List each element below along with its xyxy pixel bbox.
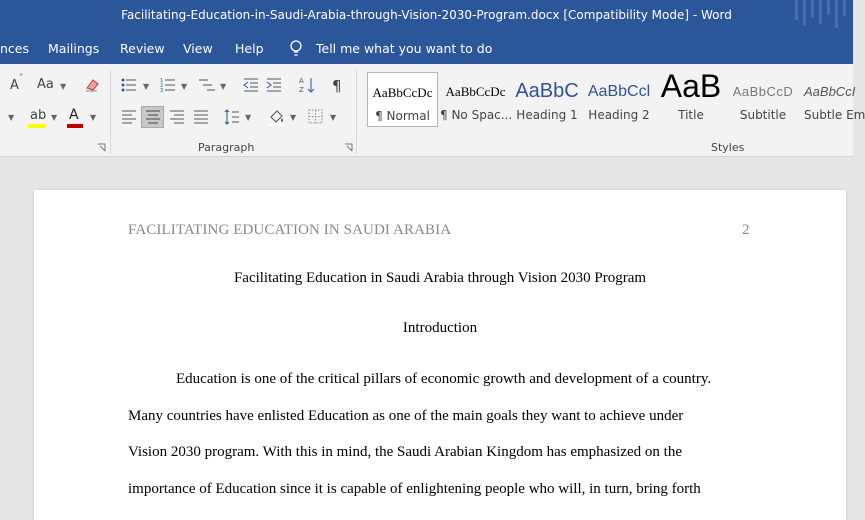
svg-text:2: 2	[160, 83, 164, 89]
decrease-indent-icon[interactable]	[243, 77, 259, 93]
font-size-caret-icon: ˇ	[19, 74, 24, 84]
section-heading: Introduction	[402, 320, 478, 336]
style-label: ¶ Normal	[375, 109, 430, 123]
style-sample: AaBbCcl	[587, 83, 651, 100]
svg-text:1: 1	[160, 78, 164, 84]
style-sample: AaBbCcDc	[372, 85, 433, 100]
align-center-button[interactable]	[141, 106, 164, 128]
svg-text:A: A	[299, 77, 304, 85]
style-subtitle[interactable]	[728, 72, 798, 127]
style-sample: AaBbCcI	[804, 84, 856, 99]
style-heading-2[interactable]	[584, 72, 654, 127]
numbering-icon[interactable]	[160, 77, 176, 93]
show-formatting-marks-icon[interactable]: ¶	[332, 77, 342, 95]
title-bar	[0, 0, 853, 32]
svg-text:3: 3	[160, 88, 164, 94]
shrink-font-icon[interactable]: A	[10, 78, 19, 93]
chevron-down-icon[interactable]: ▼	[8, 113, 15, 122]
chevron-down-icon[interactable]: ▼	[51, 113, 58, 122]
style-subtle-emphasis[interactable]	[800, 72, 865, 127]
style-label: Title	[678, 108, 704, 122]
svg-text:Z: Z	[299, 86, 304, 94]
style-heading-1[interactable]	[512, 72, 582, 127]
style-label: ¶ No Spac...	[440, 108, 513, 122]
body-text-line: Many countries have enlisted Education as one of the main goals they want to achieve under	[128, 408, 684, 424]
tab-help[interactable]: Help	[235, 41, 264, 56]
running-head: FACILITATING EDUCATION IN SAUDI ARABIA	[128, 222, 452, 238]
style-label: Heading 1	[516, 108, 578, 122]
tab-review[interactable]: Review	[120, 41, 165, 56]
page-number: 2	[742, 222, 750, 238]
style-sample: AaBbC	[515, 80, 579, 102]
highlight-icon[interactable]: ab	[30, 108, 47, 123]
borders-icon[interactable]	[308, 109, 323, 124]
align-right-icon[interactable]	[169, 110, 185, 124]
tab-references[interactable]: nces	[0, 41, 29, 56]
justify-icon[interactable]	[193, 110, 209, 124]
line-spacing-icon[interactable]	[224, 108, 240, 126]
styles-group-label: Styles	[711, 141, 745, 154]
style-sample: AaB	[660, 68, 722, 104]
body-text-line: Vision 2030 program. With this in mind, the Saudi Arabian Kingdom has emphasized on the	[128, 444, 682, 460]
group-separator	[356, 70, 357, 154]
chevron-down-icon[interactable]: ▼	[181, 82, 188, 91]
sort-icon[interactable]	[299, 76, 315, 94]
style-sample: AaBbCcDc	[445, 84, 506, 99]
ribbon	[0, 64, 865, 157]
style-label: Subtle Em	[804, 108, 865, 122]
title-bar-decoration	[783, 0, 853, 32]
style-sample: AaBbCcD	[732, 84, 794, 99]
window-title: Facilitating-Education-in-Saudi-Arabia-through-Vision-2030-Program.docx [Compatibility Mode] - Word	[121, 8, 732, 22]
increase-indent-icon[interactable]	[266, 77, 282, 93]
chevron-down-icon[interactable]: ▼	[220, 82, 227, 91]
tab-view[interactable]: View	[183, 41, 213, 56]
paragraph-dialog-launcher-icon[interactable]	[344, 143, 353, 152]
chevron-down-icon[interactable]: ▼	[245, 113, 252, 122]
lightbulb-icon	[289, 40, 303, 58]
multilevel-list-icon[interactable]	[198, 77, 216, 93]
body-text-line: importance of Education since it is capable of enlightening people who will, in turn, bring forth	[128, 481, 701, 497]
font-color-swatch	[67, 124, 83, 128]
chevron-down-icon[interactable]: ▼	[330, 113, 337, 122]
style-no-spacing[interactable]	[440, 72, 511, 127]
body-text-line: Education is one of the critical pillars of economic growth and development of a country.	[176, 371, 712, 387]
document-title: Facilitating Education in Saudi Arabia through Vision 2030 Program	[233, 270, 647, 286]
chevron-down-icon[interactable]: ▼	[290, 113, 297, 122]
clear-formatting-icon[interactable]	[84, 77, 100, 93]
shading-icon[interactable]	[268, 108, 286, 126]
font-color-icon[interactable]: A	[69, 107, 79, 123]
style-label: Subtitle	[739, 108, 787, 122]
group-separator	[110, 70, 111, 154]
chevron-down-icon[interactable]: ▼	[90, 113, 97, 122]
style-normal[interactable]	[367, 72, 438, 127]
document-page[interactable]	[34, 190, 846, 520]
tell-me-search[interactable]: Tell me what you want to do	[316, 41, 493, 56]
paragraph-group-label: Paragraph	[198, 141, 255, 154]
font-dialog-launcher-icon[interactable]	[97, 143, 106, 152]
chevron-down-icon[interactable]: ▼	[143, 82, 150, 91]
tab-mailings[interactable]: Mailings	[48, 41, 100, 56]
style-label: Heading 2	[588, 108, 650, 122]
highlight-color-swatch	[28, 124, 46, 128]
ribbon-tabs	[0, 32, 853, 64]
change-case-icon[interactable]: Aa	[37, 77, 54, 92]
align-left-icon[interactable]	[121, 110, 137, 124]
align-center-icon	[145, 110, 161, 124]
style-title[interactable]	[656, 68, 726, 127]
bullets-icon[interactable]	[121, 77, 137, 93]
chevron-down-icon[interactable]: ▼	[60, 82, 67, 91]
